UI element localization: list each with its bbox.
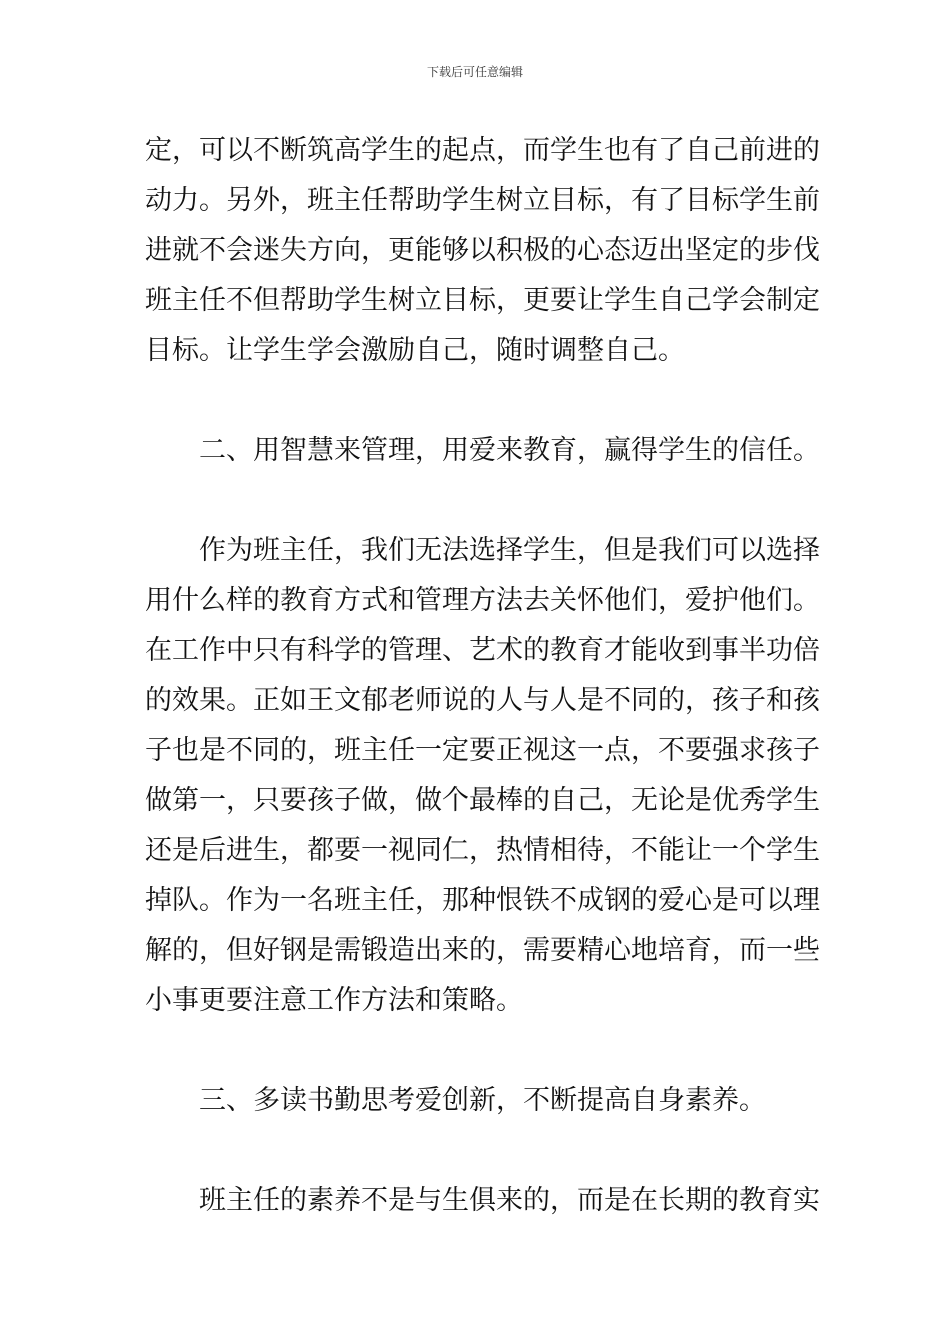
document-body xyxy=(145,126,820,1226)
text-line: 做第一，只要孩子做，做个最棒的自己，无论是优秀学生 xyxy=(145,785,820,816)
text-line: 目标。让学生学会激励自己，随时调整自己。 xyxy=(145,335,685,366)
text-line: 的效果。正如王文郁老师说的人与人是不同的，孩子和孩 xyxy=(145,685,820,716)
text-line: 班主任的素养不是与生俱来的，而是在长期的教育实 xyxy=(199,1185,820,1216)
section-heading-3: 三、多读书勤思考爱创新，不断提高自身素养。 xyxy=(199,1085,766,1116)
text-line: 定，可以不断筑高学生的起点，而学生也有了自己前进的 xyxy=(145,135,820,166)
text-line: 进就不会迷失方向，更能够以积极的心态迈出坚定的步伐 xyxy=(145,235,820,266)
paragraph-2 xyxy=(145,526,820,1026)
text-line: 在工作中只有科学的管理、艺术的教育才能收到事半功倍 xyxy=(145,635,820,666)
text-line: 用什么样的教育方式和管理方法去关怀他们，爱护他们。 xyxy=(145,585,820,616)
paragraph-spacer xyxy=(145,476,810,526)
text-line: 子也是不同的，班主任一定要正视这一点，不要强求孩子 xyxy=(145,735,820,766)
text-line: 动力。另外，班主任帮助学生树立目标，有了目标学生前 xyxy=(145,185,820,216)
paragraph-1 xyxy=(145,126,820,376)
text-line: 掉队。作为一名班主任，那种恨铁不成钢的爱心是可以理 xyxy=(145,885,820,916)
section-heading-2: 二、用智慧来管理，用爱来教育，赢得学生的信任。 xyxy=(199,435,820,466)
text-line: 班主任不但帮助学生树立目标，更要让学生自己学会制定 xyxy=(145,285,820,316)
paragraph-spacer xyxy=(145,1026,810,1076)
page-header: 下载后可任意编辑 xyxy=(426,65,523,79)
text-line: 解的，但好钢是需锻造出来的，需要精心地培育，而一些 xyxy=(145,935,820,966)
text-line: 作为班主任，我们无法选择学生，但是我们可以选择 xyxy=(199,535,820,566)
paragraph-3 xyxy=(145,1176,820,1226)
text-line: 还是后进生，都要一视同仁，热情相待，不能让一个学生 xyxy=(145,835,820,866)
text-line: 小事更要注意工作方法和策略。 xyxy=(145,985,523,1016)
paragraph-spacer xyxy=(145,1126,810,1176)
paragraph-spacer xyxy=(145,376,810,426)
